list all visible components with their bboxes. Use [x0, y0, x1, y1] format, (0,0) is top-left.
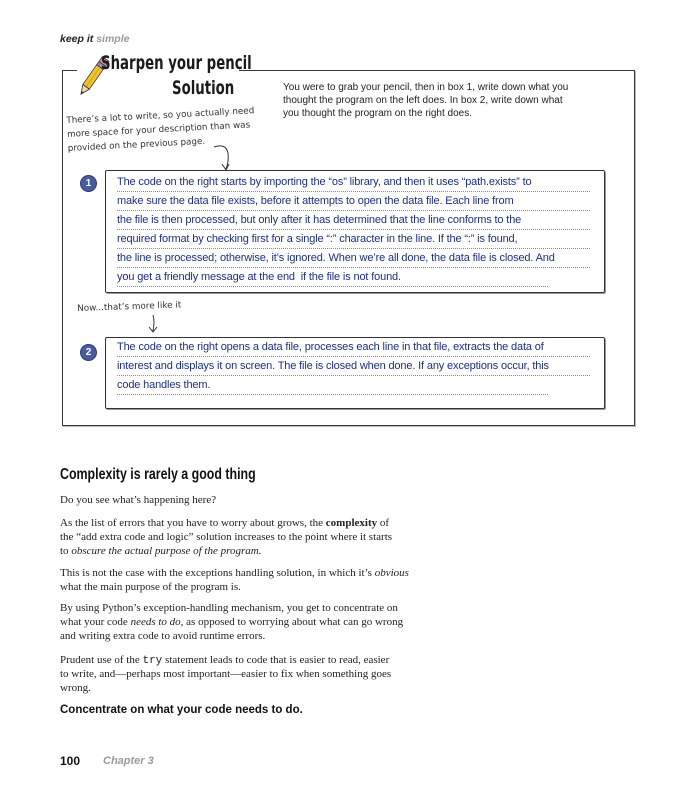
answer-line: required format by checking first for a single “:” character in the line. If the “:” is found,	[117, 230, 590, 249]
instruction-line: you thought the program on the right does.	[283, 108, 473, 119]
exercise-instructions	[283, 81, 568, 120]
answer-line: The code on the right opens a data file, processes each line in that file, extracts the data of	[117, 338, 590, 357]
exercise-title: Sharpen your pencil	[101, 52, 252, 74]
text-segment: what the main purpose of the program is.	[60, 581, 241, 593]
text-line	[60, 566, 409, 580]
note-line: There’s a lot to write, so you actually need	[66, 106, 255, 126]
note-line: more space for your description than was	[66, 120, 251, 140]
text-segment: This is not the case with the exceptions handling solution, in which it’s	[60, 567, 375, 579]
text-segment: Do you see what’s happening here?	[60, 494, 217, 506]
italic-phrase: obvious	[374, 567, 409, 579]
answer-text-2	[117, 338, 590, 395]
paragraph	[60, 601, 403, 643]
paragraph	[60, 516, 392, 558]
answer-line: the line is processed; otherwise, it’s ignored. When we’re all done, the data file is closed. And	[117, 249, 590, 268]
curved-arrow-down-icon	[212, 141, 238, 173]
running-header	[60, 33, 129, 45]
text-line	[60, 516, 392, 530]
answer-line: code handles them.	[117, 376, 548, 395]
paragraph	[60, 653, 391, 695]
answer-line: make sure the data file exists, before it attempts to open the data file. Each line from	[117, 192, 590, 211]
answer-number-badge-1: 1	[81, 176, 96, 191]
text-segment: wrong.	[60, 682, 91, 694]
italic-phrase: obscure the actual purpose of the program.	[71, 545, 262, 557]
text-segment: of	[377, 517, 390, 529]
chapter-label: Chapter 3	[103, 755, 154, 767]
takeaway-statement: Concentrate on what your code needs to do.	[60, 704, 303, 716]
handwritten-note-better: Now...that’s more like it	[77, 300, 182, 314]
text-line	[60, 667, 391, 681]
answer-number-badge-2: 2	[81, 345, 96, 360]
text-segment: and writing extra code to avoid runtime errors.	[60, 630, 266, 642]
answer-line: interest and displays it on screen. The file is closed when done. If any exceptions occur, this	[117, 357, 590, 376]
text-segment: As the list of errors that you have to worry about grows, the	[60, 517, 326, 529]
answer-line: the file is then processed, but only after it has determined that the line conforms to the	[117, 211, 590, 230]
text-segment: , as opposed to worrying about what can go wrong	[180, 616, 404, 628]
text-line	[60, 681, 391, 695]
text-segment: to	[60, 545, 72, 557]
bold-term: complexity	[325, 517, 378, 529]
exercise-subtitle: Solution	[172, 77, 235, 99]
text-line	[60, 601, 403, 615]
paragraph	[60, 566, 409, 594]
text-line	[60, 629, 403, 643]
answer-line: The code on the right starts by importing the “os” library, and then it uses “path.exists” to	[117, 173, 590, 192]
page-number: 100	[60, 754, 81, 768]
text-line	[60, 530, 392, 544]
text-segment: what your code	[60, 616, 131, 628]
text-segment: statement leads to code that is easier to read, easier	[162, 654, 390, 666]
section-heading: Complexity is rarely a good thing	[60, 466, 256, 483]
note-line: provided on the previous page.	[67, 136, 206, 154]
instruction-line: thought the program on the left does. In box 2, write down what	[283, 95, 563, 106]
text-line	[60, 580, 409, 594]
arrow-down-icon	[146, 314, 160, 334]
answer-line: you get a friendly message at the end if the file is not found.	[117, 268, 548, 287]
text-segment: By using Python’s exception-handling mechanism, you get to concentrate on	[60, 602, 398, 614]
running-header-part2: simple	[96, 33, 130, 45]
text-segment: Prudent use of the	[60, 654, 143, 666]
text-segment: the “add extra code and logic” solution increases to the point where it starts	[60, 531, 393, 543]
text-segment: to write, and—perhaps most important—easier to fix when something goes	[60, 668, 392, 680]
answer-text-1	[117, 173, 590, 287]
text-line	[60, 493, 216, 507]
paragraph	[60, 493, 216, 507]
instruction-line: You were to grab your pencil, then in box 1, write down what you	[283, 82, 569, 93]
text-line	[60, 544, 392, 558]
italic-phrase: needs to do	[130, 616, 181, 628]
running-header-part1: keep it	[60, 33, 94, 45]
code-keyword: try	[142, 655, 163, 667]
text-line	[60, 653, 391, 667]
text-line	[60, 615, 403, 629]
